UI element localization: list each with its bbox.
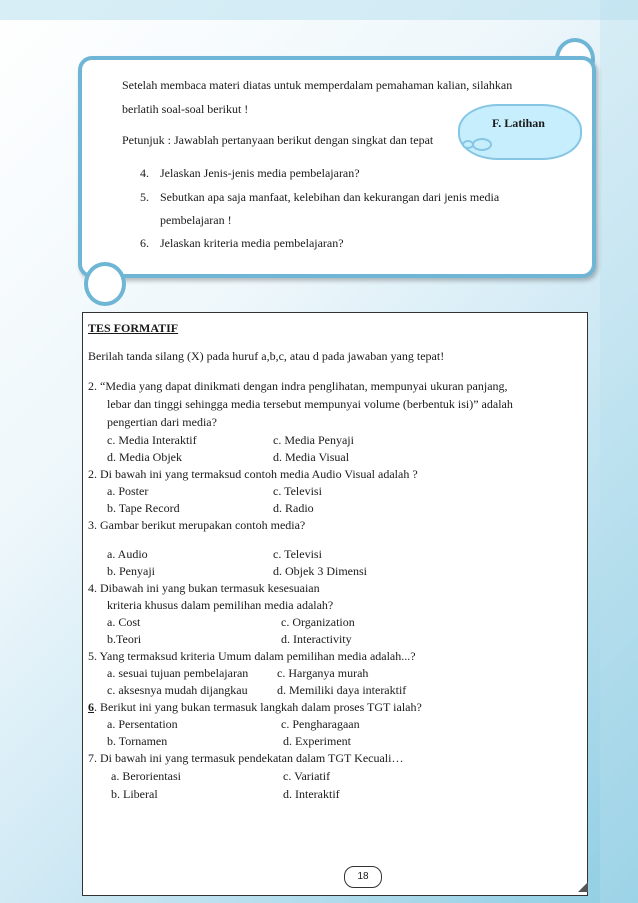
option: c. aksesnya mudah dijangkau — [107, 683, 248, 697]
background-stripe — [600, 0, 638, 903]
option: d. Memiliki daya interaktif — [277, 683, 407, 697]
option: c. Media Penyaji — [273, 433, 354, 447]
question-text: lebar dan tinggi sehingga media tersebut mempunyai volume (berbentuk isi)” adalah — [107, 397, 513, 411]
option: c. Organization — [281, 615, 355, 629]
latihan-intro-line1: Setelah membaca materi diatas untuk memperdalam pemahaman kalian, silahkan — [122, 78, 513, 92]
latihan-cloud — [458, 104, 582, 160]
latihan-question-num: 6. — [140, 236, 149, 250]
option: a. Berorientasi — [111, 769, 181, 783]
question-text: . Berikut ini yang bukan termasuk langkah dalam proses TGT ialah? — [94, 700, 422, 714]
option: a. Cost — [107, 615, 141, 629]
option: c. Media Interaktif — [107, 433, 197, 447]
option: a. Poster — [107, 484, 149, 498]
background-stripe — [0, 0, 638, 20]
tes-instruction: Berilah tanda silang (X) pada huruf a,b,c, atau d pada jawaban yang tepat! — [88, 349, 445, 363]
option: d. Experiment — [283, 734, 351, 748]
option: d. Media Visual — [273, 450, 350, 464]
latihan-intro-line2: berlatih soal-soal berikut ! — [122, 102, 249, 116]
option: b. Tape Record — [107, 501, 180, 515]
latihan-question: pembelajaran ! — [160, 213, 232, 227]
option: a. Audio — [107, 547, 148, 561]
latihan-question: Jelaskan Jenis-jenis media pembelajaran? — [160, 166, 360, 180]
tes-formatif-box — [82, 312, 588, 896]
option: d. Radio — [273, 501, 314, 515]
question-text: 2. “Media yang dapat dinikmati dengan indra penglihatan, mempunyai ukuran panjang, — [88, 379, 508, 393]
question-text: 3. Gambar berikut merupakan contoh media? — [88, 518, 306, 532]
option: d. Objek 3 Dimensi — [273, 564, 367, 578]
option: a. Persentation — [107, 717, 178, 731]
question-text: pengertian dari media? — [107, 415, 217, 429]
tes-title: TES FORMATIF — [88, 321, 179, 335]
question-number: 6 — [88, 700, 94, 714]
option: c. Pengharagaan — [281, 717, 360, 731]
cloud-bubble — [462, 140, 474, 149]
question-text: 4. Dibawah ini yang bukan termasuk kesesuaian — [88, 581, 320, 595]
latihan-question-num: 5. — [140, 190, 149, 204]
latihan-question: Jelaskan kriteria media pembelajaran? — [160, 236, 344, 250]
scroll-roll-bottom — [84, 262, 126, 306]
option: d. Interaktif — [283, 787, 340, 801]
question-text: 7. Di bawah ini yang termasuk pendekatan dalam TGT Kecuali… — [88, 751, 404, 765]
question-text: 5. Yang termaksud kriteria Umum dalam pemilihan media adalah...? — [88, 649, 416, 663]
option: c. Televisi — [273, 484, 322, 498]
option: a. sesuai tujuan pembelajaran — [107, 666, 249, 680]
page-number: 18 — [344, 866, 382, 888]
option: c. Harganya murah — [277, 666, 369, 680]
option: d. Interactivity — [281, 632, 352, 646]
page-corner-fold — [578, 882, 588, 892]
latihan-question: Sebutkan apa saja manfaat, kelebihan dan kekurangan dari jenis media — [160, 190, 500, 204]
question-text: 2. Di bawah ini yang termaksud contoh media Audio Visual adalah ? — [88, 467, 418, 481]
option: b. Penyaji — [107, 564, 155, 578]
question-text: kriteria khusus dalam pemilihan media adalah? — [107, 598, 334, 612]
option: b. Liberal — [111, 787, 158, 801]
option: c. Variatif — [283, 769, 331, 783]
option: d. Media Objek — [107, 450, 182, 464]
option: b. Tornamen — [107, 734, 168, 748]
option: b.Teori — [107, 632, 142, 646]
latihan-instruction: Petunjuk : Jawablah pertanyaan berikut dengan singkat dan tepat — [122, 133, 434, 147]
option: c. Televisi — [273, 547, 322, 561]
latihan-label: F. Latihan — [492, 116, 545, 130]
cloud-bubble — [472, 138, 492, 151]
latihan-question-num: 4. — [140, 166, 149, 180]
